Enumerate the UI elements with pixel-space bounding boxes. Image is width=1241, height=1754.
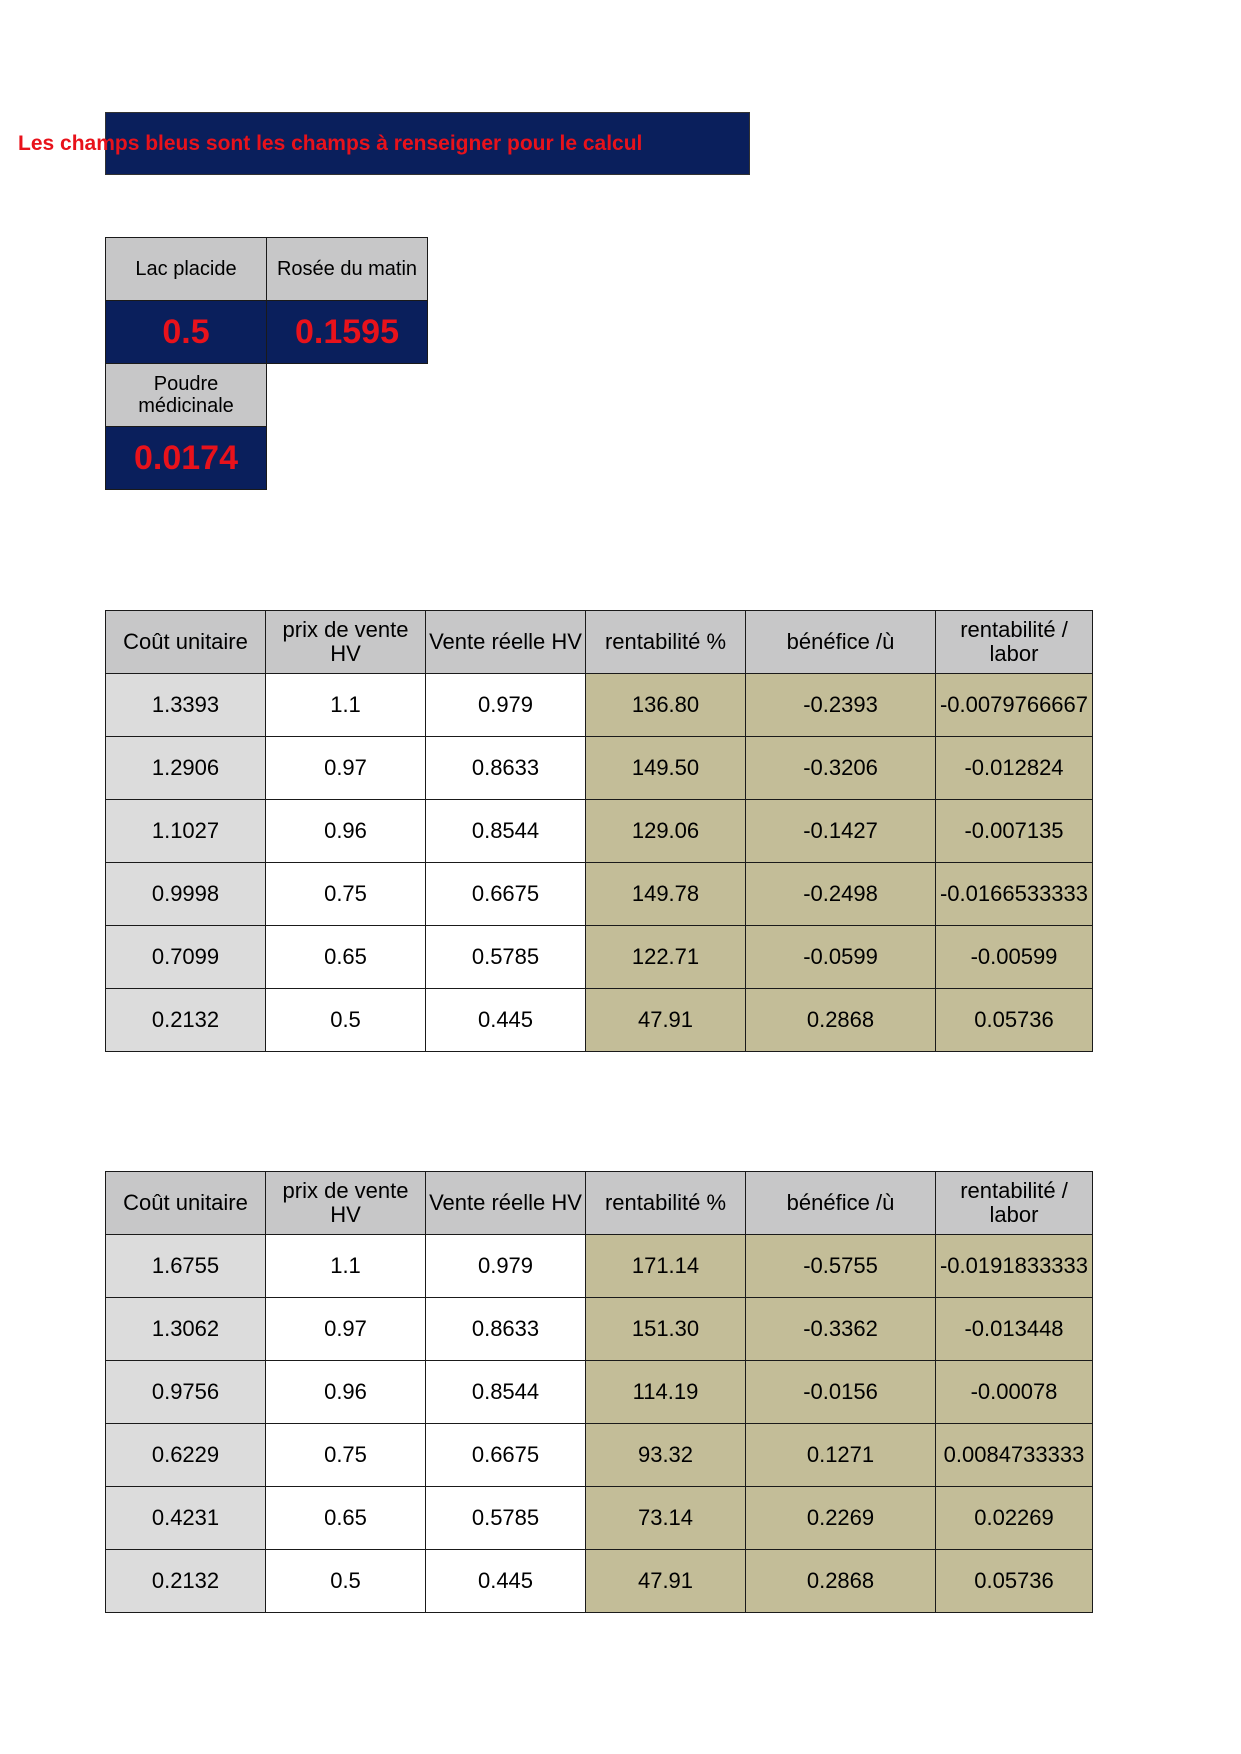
prix-de-vente-cell: 0.96 xyxy=(266,800,426,863)
benefice-cell: -0.2393 xyxy=(746,674,936,737)
rentabilite-labor-cell: -0.00078 xyxy=(936,1361,1093,1424)
cout-unitaire-cell[interactable]: 0.9756 xyxy=(106,1361,266,1424)
cout-unitaire-cell[interactable]: 1.3393 xyxy=(106,674,266,737)
rentabilite-labor-cell: -0.007135 xyxy=(936,800,1093,863)
header-rentabilite-pct: rentabilité % xyxy=(586,1172,746,1235)
table-row xyxy=(106,1424,1093,1487)
header-cout-unitaire: Coût unitaire xyxy=(106,611,266,674)
instruction-banner xyxy=(18,112,750,175)
benefice-cell: -0.3362 xyxy=(746,1298,936,1361)
lac-placide-input[interactable]: 0.5 xyxy=(106,301,267,364)
header-vente-reelle: Vente réelle HV xyxy=(426,1172,586,1235)
header-prix-de-vente: prix de vente HV xyxy=(266,611,426,674)
cout-unitaire-cell[interactable]: 0.6229 xyxy=(106,1424,266,1487)
rosee-du-matin-label: Rosée du matin xyxy=(267,238,428,301)
rentabilite-pct-cell: 122.71 xyxy=(586,926,746,989)
benefice-cell: 0.2868 xyxy=(746,989,936,1052)
header-rentabilite-labor: rentabilité / labor xyxy=(936,611,1093,674)
prix-de-vente-cell: 0.65 xyxy=(266,1487,426,1550)
vente-reelle-cell: 0.8544 xyxy=(426,800,586,863)
instruction-text: Les champs bleus sont les champs à renseigner pour le calcul xyxy=(18,131,643,155)
rentabilite-pct-cell: 47.91 xyxy=(586,1550,746,1613)
prix-de-vente-cell: 1.1 xyxy=(266,1235,426,1298)
cout-unitaire-cell[interactable]: 1.1027 xyxy=(106,800,266,863)
cout-unitaire-cell[interactable]: 0.4231 xyxy=(106,1487,266,1550)
cout-unitaire-cell[interactable]: 0.2132 xyxy=(106,989,266,1052)
rentabilite-pct-cell: 129.06 xyxy=(586,800,746,863)
prix-de-vente-cell: 0.65 xyxy=(266,926,426,989)
table-row xyxy=(106,1550,1093,1613)
table-header-row xyxy=(106,611,1093,674)
table-row xyxy=(106,863,1093,926)
benefice-cell: -0.0599 xyxy=(746,926,936,989)
header-vente-reelle: Vente réelle HV xyxy=(426,611,586,674)
rentabilite-labor-cell: -0.0191833333 xyxy=(936,1235,1093,1298)
cout-unitaire-cell[interactable]: 0.2132 xyxy=(106,1550,266,1613)
rentabilite-pct-cell: 151.30 xyxy=(586,1298,746,1361)
poudre-medicinale-label: Poudre médicinale xyxy=(106,364,267,427)
rentabilite-pct-cell: 93.32 xyxy=(586,1424,746,1487)
vente-reelle-cell: 0.5785 xyxy=(426,926,586,989)
rentabilite-labor-cell: -0.00599 xyxy=(936,926,1093,989)
vente-reelle-cell: 0.979 xyxy=(426,1235,586,1298)
table-row xyxy=(106,989,1093,1052)
benefice-cell: -0.5755 xyxy=(746,1235,936,1298)
cout-unitaire-cell[interactable]: 1.6755 xyxy=(106,1235,266,1298)
rentabilite-pct-cell: 171.14 xyxy=(586,1235,746,1298)
table-row xyxy=(106,1361,1093,1424)
rentabilite-pct-cell: 114.19 xyxy=(586,1361,746,1424)
table-row xyxy=(106,1298,1093,1361)
cout-unitaire-cell[interactable]: 1.2906 xyxy=(106,737,266,800)
prix-de-vente-cell: 1.1 xyxy=(266,674,426,737)
benefice-cell: 0.2868 xyxy=(746,1550,936,1613)
benefice-cell: 0.2269 xyxy=(746,1487,936,1550)
table-row xyxy=(106,800,1093,863)
header-benefice: bénéfice /ù xyxy=(746,1172,936,1235)
prix-de-vente-cell: 0.5 xyxy=(266,989,426,1052)
vente-reelle-cell: 0.6675 xyxy=(426,863,586,926)
rentabilite-labor-cell: -0.0079766667 xyxy=(936,674,1093,737)
rentabilite-labor-cell: 0.0084733333 xyxy=(936,1424,1093,1487)
rentabilite-labor-cell: 0.02269 xyxy=(936,1487,1093,1550)
vente-reelle-cell: 0.8633 xyxy=(426,1298,586,1361)
prix-de-vente-cell: 0.75 xyxy=(266,1424,426,1487)
header-cout-unitaire: Coût unitaire xyxy=(106,1172,266,1235)
prix-de-vente-cell: 0.96 xyxy=(266,1361,426,1424)
benefice-cell: -0.3206 xyxy=(746,737,936,800)
header-prix-de-vente: prix de vente HV xyxy=(266,1172,426,1235)
poudre-medicinale-input[interactable]: 0.0174 xyxy=(106,427,267,490)
header-benefice: bénéfice /ù xyxy=(746,611,936,674)
rentabilite-pct-cell: 47.91 xyxy=(586,989,746,1052)
inputs-table xyxy=(105,237,428,490)
cout-unitaire-cell[interactable]: 1.3062 xyxy=(106,1298,266,1361)
rentabilite-labor-cell: -0.012824 xyxy=(936,737,1093,800)
table-row xyxy=(106,926,1093,989)
prix-de-vente-cell: 0.97 xyxy=(266,1298,426,1361)
table-row xyxy=(106,674,1093,737)
rentabilite-pct-cell: 149.50 xyxy=(586,737,746,800)
benefice-cell: -0.0156 xyxy=(746,1361,936,1424)
cout-unitaire-cell[interactable]: 0.9998 xyxy=(106,863,266,926)
table-row xyxy=(106,1487,1093,1550)
vente-reelle-cell: 0.445 xyxy=(426,1550,586,1613)
vente-reelle-cell: 0.5785 xyxy=(426,1487,586,1550)
rentabilite-labor-cell: 0.05736 xyxy=(936,1550,1093,1613)
rosee-du-matin-input[interactable]: 0.1595 xyxy=(267,301,428,364)
benefice-cell: -0.1427 xyxy=(746,800,936,863)
rentabilite-labor-cell: -0.013448 xyxy=(936,1298,1093,1361)
benefice-cell: 0.1271 xyxy=(746,1424,936,1487)
profitability-table-2 xyxy=(105,1171,1093,1613)
empty-cell xyxy=(267,364,428,427)
benefice-cell: -0.2498 xyxy=(746,863,936,926)
vente-reelle-cell: 0.6675 xyxy=(426,1424,586,1487)
prix-de-vente-cell: 0.97 xyxy=(266,737,426,800)
rentabilite-pct-cell: 136.80 xyxy=(586,674,746,737)
lac-placide-label: Lac placide xyxy=(106,238,267,301)
table-header-row xyxy=(106,1172,1093,1235)
cout-unitaire-cell[interactable]: 0.7099 xyxy=(106,926,266,989)
prix-de-vente-cell: 0.5 xyxy=(266,1550,426,1613)
header-rentabilite-pct: rentabilité % xyxy=(586,611,746,674)
vente-reelle-cell: 0.445 xyxy=(426,989,586,1052)
table-row xyxy=(106,1235,1093,1298)
vente-reelle-cell: 0.8633 xyxy=(426,737,586,800)
rentabilite-pct-cell: 73.14 xyxy=(586,1487,746,1550)
vente-reelle-cell: 0.8544 xyxy=(426,1361,586,1424)
prix-de-vente-cell: 0.75 xyxy=(266,863,426,926)
vente-reelle-cell: 0.979 xyxy=(426,674,586,737)
rentabilite-labor-cell: -0.0166533333 xyxy=(936,863,1093,926)
empty-cell xyxy=(267,427,428,490)
rentabilite-pct-cell: 149.78 xyxy=(586,863,746,926)
table-row xyxy=(106,737,1093,800)
profitability-table-1 xyxy=(105,610,1093,1052)
header-rentabilite-labor: rentabilité / labor xyxy=(936,1172,1093,1235)
rentabilite-labor-cell: 0.05736 xyxy=(936,989,1093,1052)
